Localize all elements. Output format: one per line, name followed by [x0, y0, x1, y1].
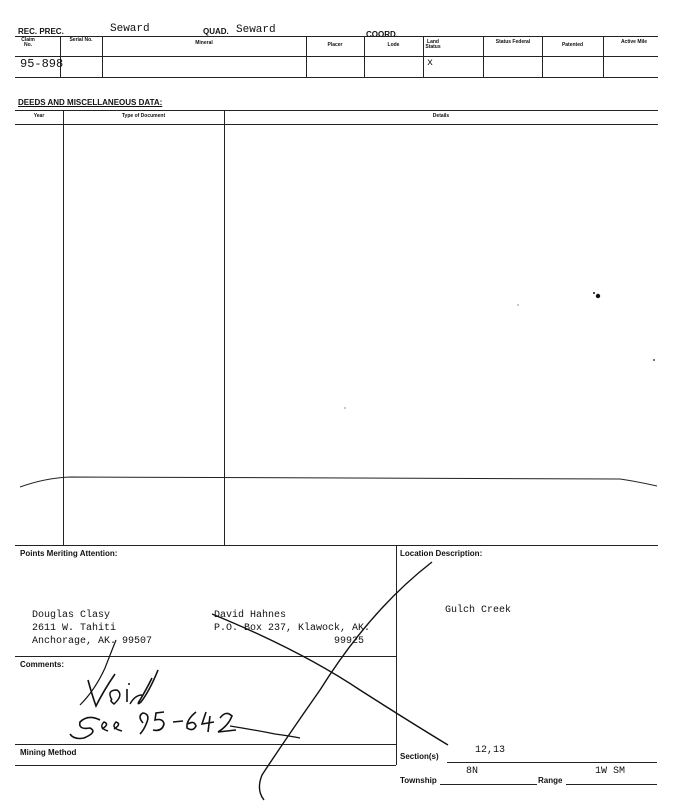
- col-land-status: Land Status: [425, 39, 441, 50]
- col-claim-no: Claim No.: [21, 37, 35, 48]
- range-label: Range: [538, 776, 563, 785]
- owner2-line-3: 99925: [334, 636, 365, 647]
- deeds-sep-2: [224, 110, 225, 545]
- col-patented: Patented: [561, 42, 584, 48]
- claim-number: 95-898: [20, 57, 64, 71]
- deeds-sep-1: [63, 110, 64, 545]
- col-placer: Placer: [327, 42, 343, 48]
- sections-label: Section(s): [400, 752, 439, 761]
- deeds-col-type: Type of Document: [121, 113, 166, 119]
- bottom-divider: [396, 545, 397, 765]
- col-sep: [603, 36, 604, 77]
- comments-label: Comments:: [20, 660, 65, 669]
- land-status-mark: x: [427, 58, 434, 69]
- header-mid-line: [15, 56, 658, 57]
- sections-fill-line: [447, 762, 657, 763]
- deeds-col-details: Details: [432, 113, 450, 119]
- owner1-line-1: Douglas Clasy: [32, 610, 111, 621]
- owner2-line-1: David Hahnes: [214, 610, 287, 621]
- mining-bottom-line: [15, 765, 396, 766]
- comments-top-line: [15, 656, 396, 657]
- mining-top-line: [15, 744, 396, 745]
- mining-label: Mining Method: [20, 748, 77, 757]
- col-status-federal: Status Federal: [495, 39, 531, 45]
- header-top-line: [15, 36, 658, 37]
- township-label: Township: [400, 776, 437, 785]
- coord-label: COORD.: [366, 30, 398, 39]
- col-lode: Lode: [387, 42, 400, 48]
- location-label: Location Description:: [400, 549, 483, 558]
- deeds-title: DEEDS AND MISCELLANEOUS DATA:: [18, 98, 163, 107]
- rec-prec-value: Seward: [110, 23, 150, 35]
- deeds-col-year: Year: [33, 113, 45, 119]
- range-value: 1W SM: [595, 766, 626, 777]
- col-sep: [483, 36, 484, 77]
- sections-value: 12,13: [475, 745, 506, 756]
- col-mineral: Mineral: [195, 40, 213, 46]
- col-active-mile: Active Mile: [620, 39, 648, 45]
- owner2-line-2: P.O. Box 237, Klawock, AK.: [214, 623, 371, 634]
- owner1-line-3: Anchorage, AK. 99507: [32, 636, 153, 647]
- header-bottom-line: [15, 77, 658, 78]
- quad-value: Seward: [236, 24, 276, 36]
- col-serial-no: Serial No.: [69, 37, 93, 43]
- points-label: Points Meriting Attention:: [20, 549, 118, 558]
- deeds-header-line: [15, 124, 658, 125]
- township-value: 8N: [466, 766, 479, 777]
- township-fill-line: [440, 784, 537, 785]
- deeds-top-line: [15, 110, 658, 111]
- rec-prec-label: REC. PREC.: [18, 27, 64, 36]
- bottom-top-line: [15, 545, 658, 546]
- range-fill-line: [566, 784, 657, 785]
- quad-label: QUAD.: [203, 27, 229, 36]
- owner1-line-2: 2611 W. Tahiti: [32, 623, 117, 634]
- location-value: Gulch Creek: [445, 605, 512, 616]
